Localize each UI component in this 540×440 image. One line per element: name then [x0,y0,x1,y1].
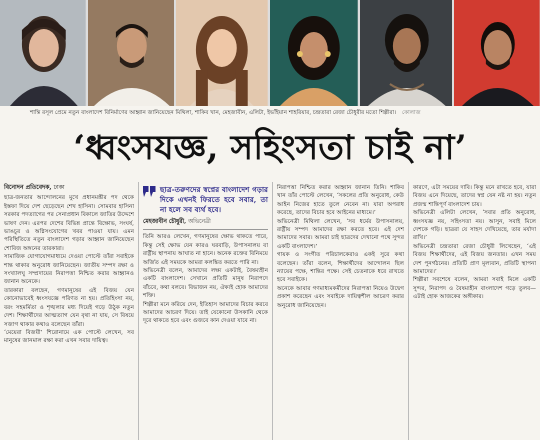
paragraph: ‘মেয়েরা বিজয়ী’ শিরোনামে এক পোস্টে লেখেন, সব মানুষের জানমাল রক্ষা করা এখন সবার দায়িত্ব। [4,329,134,345]
article-column-1 [0,182,138,440]
byline-author: বিনোদন প্রতিবেদক, [4,184,52,191]
paragraph: ছাত্র-জনতার আন্দোলনের মুখে প্রধানমন্ত্রীর পদ থেকে ইস্তফা দিয়ে দেশ ছেড়েছেন শেখ হাসিনা। সোমবার হাসিনা সরকার পদত্যাগের পর সেনাপ্রধান বিকালে জাতির উদ্দেশে ভাষণ দেন। এরপর দেশের বিভিন্ন প্রান্তে বিক্ষোভ, সংঘর্ষ, ভাঙচুর ও অগ্নিসংযোগের খবর পাওয়া যায়। এমন পরিস্থিতিতে নতুন বাংলাদেশ গড়ার আহ্বান জানিয়েছেন শোবিজ অঙ্গনের তারকারা। [4,195,134,252]
paragraph: অনেকে আবার গণমাধ্যমকর্মীদের নিরাপত্তা নিয়েও উদ্বেগ প্রকাশ করেছেন এবং সবাইকে দায়িত্বশীল আচরণ করার অনুরোধ জানিয়েছেন। [277,285,404,309]
article-column-2 [138,182,272,440]
byline [4,184,134,192]
paragraph: নিরাপত্তা নিশ্চিত করার আহ্বান জানান তিনি। শাকিব খান তাঁর পোস্টে লেখেন, ‘সকলের প্রতি অনুরোধ, কেউ আইন নিজের হাতে তুলে নেবেন না। যারা অপরাধ করেছে, তাদের বিচার হবে আইনের মাধ্যমে।’ [277,185,404,217]
pull-quote [143,185,268,215]
portrait-ivan-shahriar [360,0,453,106]
paragraph: অভিনেত্রী বলেন, আমাদের লক্ষ্য একটাই, বৈষম্যহীন একটি বাংলাদেশ। সেখানে প্রতিটি মানুষ নিরাপদে বাঁচবে, কথা বলবে। বিভাজন নয়, ঐক্যই হোক আমাদের শক্তি। [143,268,268,300]
portrait-shakib-khan [88,0,175,106]
pull-quote-name: মেহজাবীন চৌধুরী, [143,219,187,225]
pull-quote-text: ছাত্র-তরুণদের স্বপ্নের বাংলাদেশ গড়ার দিকে এখনই ফিরতে হবে সবার, তা না হলে সব ব্যর্থ হবে। [160,185,268,214]
pull-quote-attribution [143,218,268,226]
paragraph: গায়ক ও সংগীত পরিচালকেরাও একই সুরে কথা বলেছেন। তাঁরা বলেন, শিক্ষার্থীদের আন্দোলন ছিল ন্যায়ের পক্ষে, শান্তির পক্ষে। সেই চেতনাকে ধরে রাখতে হবে সবাইকে। [277,252,404,284]
article-body [0,182,540,440]
paragraph: তারকারা বলছেন, গণমানুষের এই বিজয় যেন কোনোভাবেই ধ্বংসযজ্ঞে পরিণত না হয়। প্রতিহিংসা নয়, বরং সহমর্মিতা ও শৃঙ্খলার মধ্য দিয়েই গড়ে উঠুক নতুন দেশ। শিক্ষার্থীদের আত্মত্যাগ যেন বৃথা না যায়, সে বিষয়ে সজাগ থাকার কথাও বলেছেন তাঁরা। [4,287,134,328]
paragraph: অভিনেত্রী মিথিলা লেখেন, ‘সব ধর্মের উপাসনালয়, রাষ্ট্রীয় সম্পদ আমাদের রক্ষা করতে হবে। এই দেশ আমাদের সবার। আমরা চাই ছাত্রদের দেখানো পথে সুন্দর একটি বাংলাদেশ।’ [277,218,404,250]
portrait-shanti-rasool [0,0,86,106]
paragraph: কারণে, এটা সময়ের দাবি। কিন্তু মনে রাখতে হবে, যারা বিজয় এনে দিয়েছে, তাদের স্বপ্ন যেন নষ্ট না হয়। নতুন প্রজন্ম শান্তিপূর্ণ বাংলাদেশ চায়। [413,185,536,208]
photo-caption [0,107,540,119]
portrait-elita [270,0,358,106]
caption-credit: কোলাজ [401,110,421,116]
quote-mark-icon [143,185,157,199]
photo-collage [0,0,540,106]
paragraph: অভিনেত্রী এলিটা লেখেন, ‘সবার প্রতি অনুরোধ, ধ্বংসযজ্ঞ নয়, সহিংসতা নয়। আসুন, সবাই মিলে দেশকে গড়ি। ছাত্ররা যে সাহস দেখিয়েছে, তার মর্যাদা রাখি।’ [413,210,536,242]
caption-text: শান্তি রসূল প্রেমে নতুন বাংলাদেশ বিনির্মাণের আহ্বান জানিয়েছেন মিথিলা, শাকিব খান, মেহজাবীন, এলিটা, ইভাঁইয়ান শাহরিয়ার, চন্দ্রতারা রেজা চৌধুরীর মতো শিল্পীরা। [30,110,397,116]
headline: ‘ধ্বংসযজ্ঞ, সহিংসতা চাই না’ [73,128,467,168]
pull-quote-role: অভিনেত্রী [188,219,211,225]
portrait-mehzabien [176,0,268,106]
article-column-4 [408,182,540,440]
divider [143,229,268,230]
paragraph: শিল্পীরা মনে করিয়ে দেন, ইতিহাস আমাদের বিচার করবে আমাদের আচরণ দিয়ে। তাই যেকোনো উসকানি থেকে দূরে থাকতে হবে এবং গুজবে কান দেওয়া যাবে না। [143,301,268,325]
paragraph: অভিনেত্রী চন্দ্রতারা রেজা চৌধুরী লিখেছেন, ‘এই বিজয় শিক্ষার্থীদের, এই বিজয় জনতার। এখন সময় দেশ পুনর্গঠনের। প্রতিটি প্রাণ মূল্যবান, প্রতিটি স্থাপনা আমাদের।’ [413,243,536,276]
article-column-3 [272,182,408,440]
paragraph: তিনি আরও লেখেন, গণমানুষের ক্ষোভ থাকতে পারে, কিন্তু সেই ক্ষোভ যেন কারও ঘরবাড়ি, উপাসনালয় বা রাষ্ট্রীয় স্থাপনায় আঘাত না হানে। অনেক রক্তের বিনিময়ে অর্জিত এই সময়কে আমরা কলঙ্কিত করতে পারি না। [143,234,268,266]
byline-place: ঢাকা [53,184,65,191]
portrait-chowdhury [454,0,540,106]
paragraph: সামাজিক যোগাযোগমাধ্যমে দেওয়া পোস্টে তাঁরা সবাইকে শান্ত থাকার অনুরোধ জানিয়েছেন। জাতীয় সম্পদ রক্ষা ও সংখ্যালঘু সম্প্রদায়ের নিরাপত্তা নিশ্চিত করার আহ্বানও জানান অনেকে। [4,254,134,286]
paragraph: শিল্পীরা সবশেষে বলেন, আমরা সবাই মিলে একটি সুন্দর, নিরাপদ ও বৈষম্যহীন বাংলাদেশ গড়ে তুলব—এটাই হোক আজকের অঙ্গীকার। [413,277,536,301]
